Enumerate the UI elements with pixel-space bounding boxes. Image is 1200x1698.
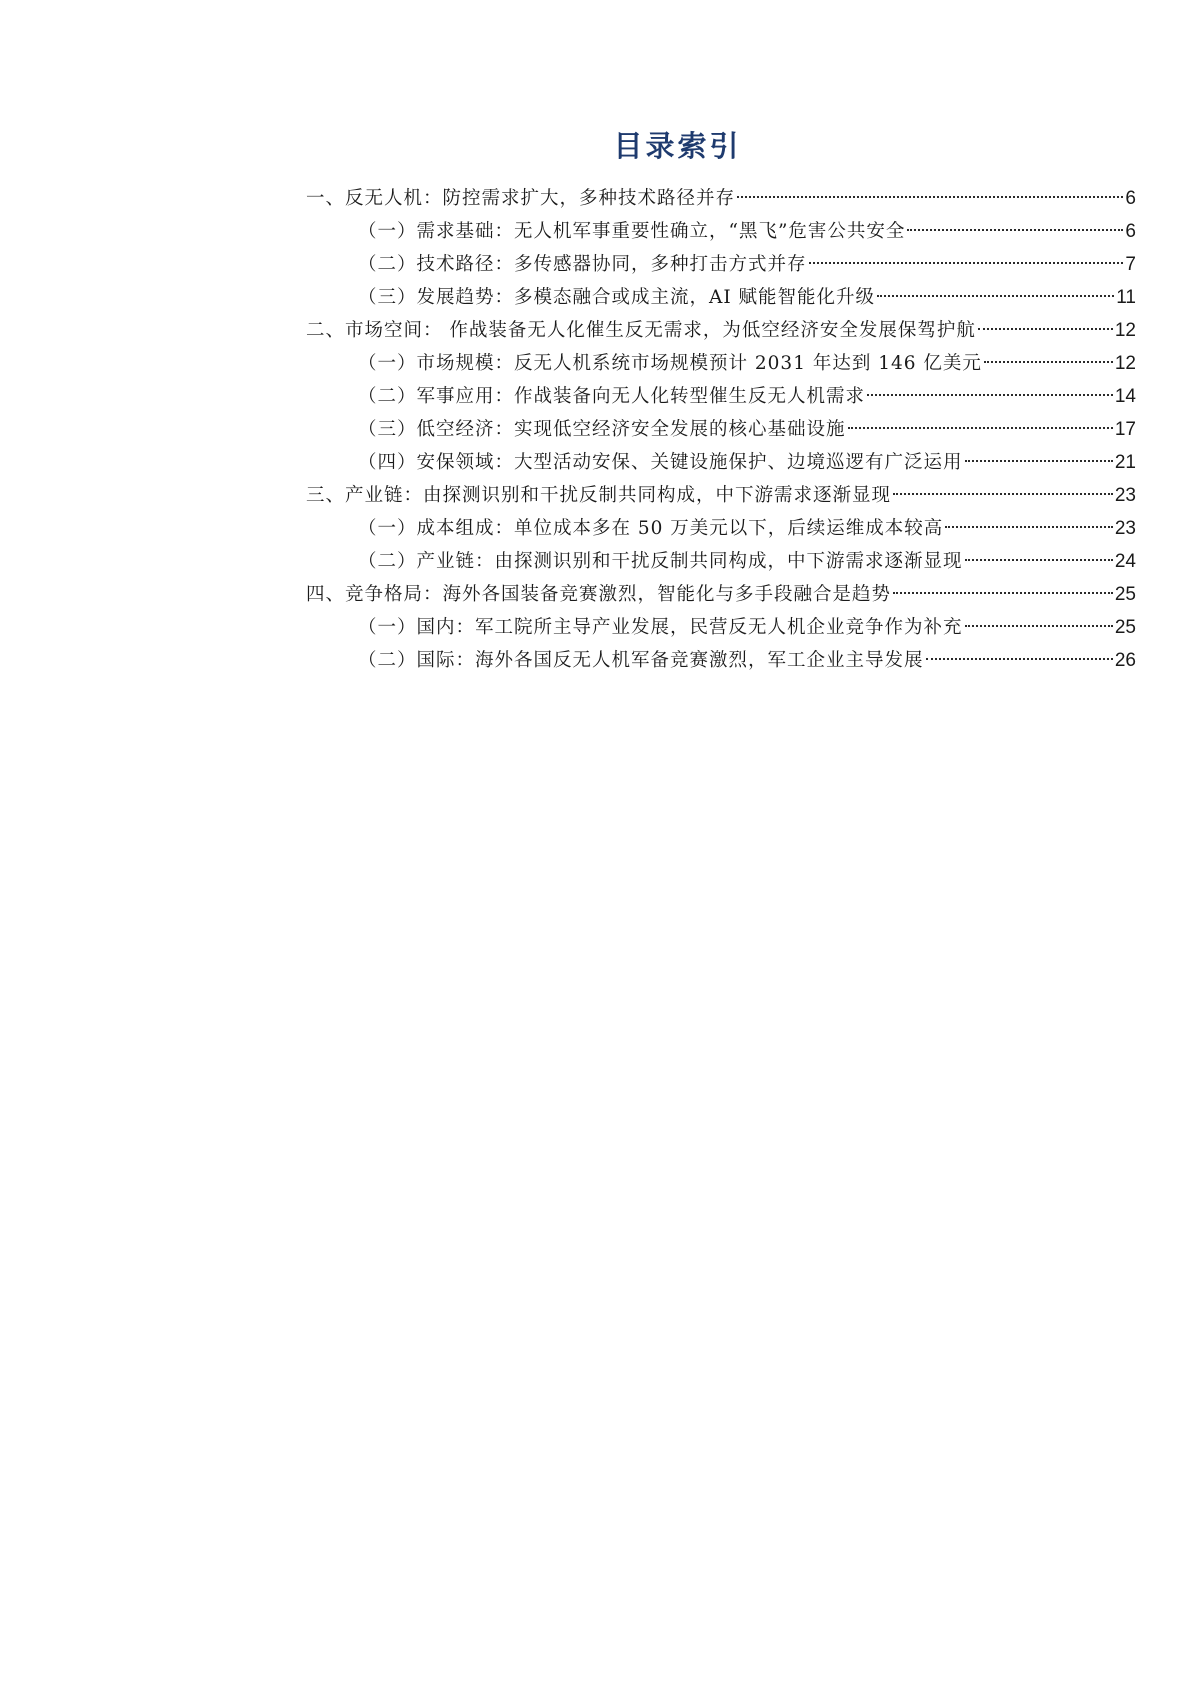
toc-page-number: 25 [1114,617,1136,638]
toc-entry[interactable] [306,578,1136,611]
toc-entry-text: （二）军事应用：作战装备向无人化转型催生反无人机需求 [358,386,866,407]
toc-entry-text: （一）成本组成：单位成本多在 50 万美元以下，后续运维成本较高 [358,518,944,539]
toc-entry[interactable] [306,215,1136,248]
toc-entry-text: （四）安保领域：大型活动安保、关键设施保护、边境巡逻有广泛运用 [358,452,963,473]
toc-leader-dots [965,460,1113,462]
toc-entry[interactable] [306,611,1136,644]
toc-entry-text: 一、反无人机：防控需求扩大，多种技术路径并存 [306,188,736,209]
toc-entry-text: （三）低空经济：实现低空经济安全发展的核心基础设施 [358,419,846,440]
toc-page-number: 12 [1114,353,1136,374]
toc-entry[interactable] [306,446,1136,479]
toc-entry-text: （一）市场规模：反无人机系统市场规模预计 2031 年达到 146 亿美元 [358,353,982,374]
toc-page-number: 12 [1114,320,1136,341]
toc-entry[interactable] [306,281,1136,314]
toc-leader-dots [965,625,1113,627]
toc-entry[interactable] [306,545,1136,578]
toc-leader-dots [848,427,1113,429]
toc-entry-text: （三）发展趋势：多模态融合或成主流，AI 赋能智能化升级 [358,287,876,308]
toc-leader-dots [926,658,1113,660]
toc-leader-dots [984,361,1113,363]
toc-entry[interactable] [306,479,1136,512]
toc-entry[interactable] [306,413,1136,446]
toc-page-number: 6 [1125,221,1136,242]
toc-page-number: 23 [1114,485,1136,506]
toc-entry[interactable] [306,380,1136,413]
toc-entry-text: （二）国际：海外各国反无人机军备竞赛激烈，军工企业主导发展 [358,650,924,671]
toc-entry-text: （二）技术路径：多传感器协同，多种打击方式并存 [358,254,807,275]
toc-leader-dots [867,394,1113,396]
toc-page-number: 14 [1114,386,1136,407]
toc-entry[interactable] [306,347,1136,380]
toc-leader-dots [965,559,1113,561]
toc-page-number: 24 [1114,551,1136,572]
toc-leader-dots [945,526,1113,528]
toc-page-number: 25 [1114,584,1136,605]
toc-entry[interactable] [306,182,1136,215]
toc-page-number: 6 [1125,188,1136,209]
toc-entry-text: 三、产业链：由探测识别和干扰反制共同构成，中下游需求逐渐显现 [306,485,892,506]
toc-leader-dots [893,592,1113,594]
toc-leader-dots [809,262,1124,264]
toc-entry-text: 四、竞争格局：海外各国装备竞赛激烈，智能化与多手段融合是趋势 [306,584,892,605]
toc-entry-text: （一）国内：军工院所主导产业发展，民营反无人机企业竞争作为补充 [358,617,963,638]
toc-page-number: 21 [1114,452,1136,473]
toc-leader-dots [877,295,1114,297]
toc-page-number: 26 [1114,650,1136,671]
toc-leader-dots [893,493,1113,495]
toc-leader-dots [978,328,1113,330]
toc-entry-text: 二、市场空间： 作战装备无人化催生反无需求，为低空经济安全发展保驾护航 [306,320,976,341]
toc-entry[interactable] [306,314,1136,347]
toc-entry-text: （二）产业链：由探测识别和干扰反制共同构成，中下游需求逐渐显现 [358,551,963,572]
toc-page-number: 7 [1125,254,1136,275]
toc-page-number: 23 [1114,518,1136,539]
toc-page-number: 17 [1114,419,1136,440]
table-of-contents [306,182,1136,677]
toc-entry[interactable] [306,644,1136,677]
toc-entry-text: （一）需求基础：无人机军事重要性确立，“黑飞”危害公共安全 [358,221,906,242]
toc-entry[interactable] [306,512,1136,545]
toc-entry[interactable] [306,248,1136,281]
toc-leader-dots [737,196,1123,198]
page-title: 目录索引 [613,129,742,163]
toc-leader-dots [907,229,1123,231]
toc-page-number: 11 [1116,287,1136,308]
